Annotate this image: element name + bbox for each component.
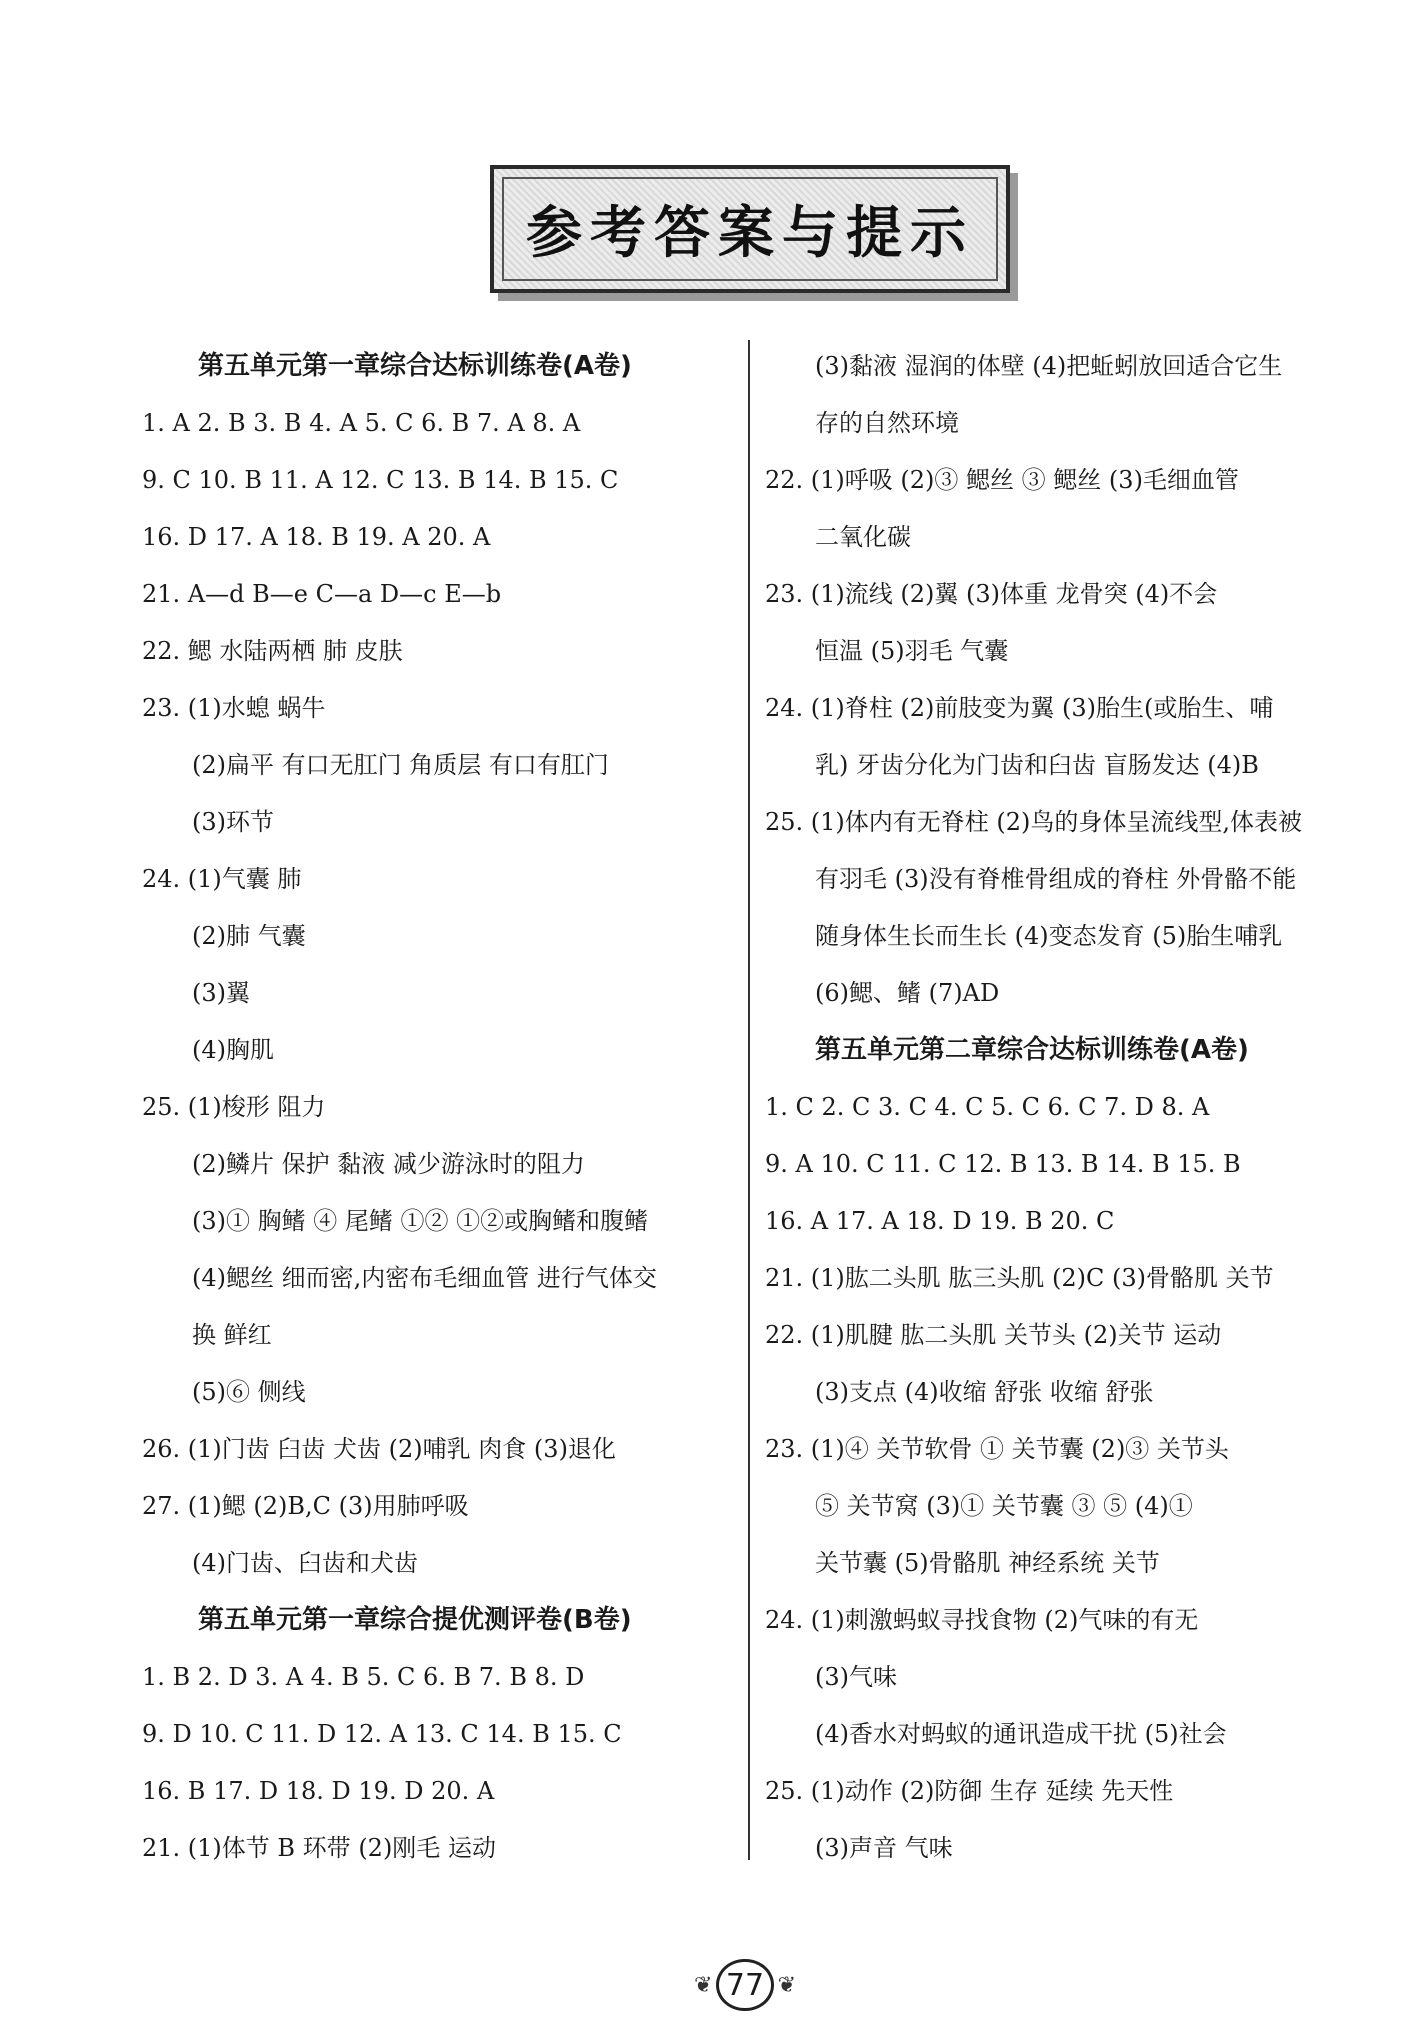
answer-line: 换 鲜红 — [192, 1321, 272, 1349]
answer-line: (4)门齿、臼齿和犬齿 — [192, 1549, 418, 1577]
answer-line: 16. D 17. A 18. B 19. A 20. A — [142, 523, 491, 551]
answer-line: 恒温 (5)羽毛 气囊 — [815, 637, 1009, 665]
left-column — [142, 338, 707, 1877]
title-inner-frame — [502, 177, 998, 281]
answer-line: 22. 鳃 水陆两栖 肺 皮肤 — [142, 637, 403, 665]
answer-line: (4)香水对蚂蚁的通讯造成干扰 (5)社会 — [815, 1720, 1227, 1748]
answer-line: 23. (1)④ 关节软骨 ① 关节囊 (2)③ 关节头 — [765, 1435, 1229, 1463]
section-heading: 第五单元第一章综合达标训练卷(A卷) — [198, 351, 632, 381]
answer-line: 二氧化碳 — [815, 523, 911, 551]
answer-line: (4)胸肌 — [192, 1036, 274, 1064]
answer-line: 9. C 10. B 11. A 12. C 13. B 14. B 15. C — [142, 466, 619, 494]
answer-line: 存的自然环境 — [815, 409, 959, 437]
answer-line: (3)① 胸鳍 ④ 尾鳍 ①② ①②或胸鳍和腹鳍 — [192, 1207, 649, 1235]
answer-line: 21. A—d B—e C—a D—c E—b — [142, 580, 502, 608]
answer-line: 21. (1)肱二头肌 肱三头肌 (2)C (3)骨骼肌 关节 — [765, 1264, 1274, 1292]
answer-line: 23. (1)流线 (2)翼 (3)体重 龙骨突 (4)不会 — [765, 580, 1218, 608]
answer-line: (4)鳃丝 细而密,内密布毛细血管 进行气体交 — [192, 1264, 657, 1292]
answer-line: 有羽毛 (3)没有脊椎骨组成的脊柱 外骨骼不能 — [815, 865, 1297, 893]
answer-line: 1. A 2. B 3. B 4. A 5. C 6. B 7. A 8. A — [142, 409, 581, 437]
answer-line: (3)黏液 湿润的体壁 (4)把蚯蚓放回适合它生 — [815, 352, 1283, 380]
answer-line: (3)翼 — [192, 979, 250, 1007]
answer-line: (2)扁平 有口无肛门 角质层 有口有肛门 — [192, 751, 609, 779]
section-heading: 第五单元第二章综合达标训练卷(A卷) — [815, 1035, 1249, 1065]
answer-line: 22. (1)肌腱 肱二头肌 关节头 (2)关节 运动 — [765, 1321, 1222, 1349]
answer-line: 25. (1)动作 (2)防御 生存 延续 先天性 — [765, 1777, 1174, 1805]
right-column — [765, 338, 1340, 1877]
answer-line: 随身体生长而生长 (4)变态发育 (5)胎生哺乳 — [815, 922, 1283, 950]
answer-line: (3)环节 — [192, 808, 274, 836]
answer-line: (5)⑥ 侧线 — [192, 1378, 306, 1406]
answer-line: 21. (1)体节 B 环带 (2)刚毛 运动 — [142, 1834, 496, 1862]
answer-line: (2)肺 气囊 — [192, 922, 306, 950]
answer-line: 16. A 17. A 18. D 19. B 20. C — [765, 1207, 1115, 1235]
answer-line: (2)鳞片 保护 黏液 减少游泳时的阻力 — [192, 1150, 585, 1178]
answer-line: (3)支点 (4)收缩 舒张 收缩 舒张 — [815, 1378, 1154, 1406]
answer-line: (6)鳃、鳍 (7)AD — [815, 979, 1000, 1007]
answer-line: 1. B 2. D 3. A 4. B 5. C 6. B 7. B 8. D — [142, 1663, 585, 1691]
answer-line: 27. (1)鳃 (2)B,C (3)用肺呼吸 — [142, 1492, 469, 1520]
column-divider — [748, 340, 750, 1860]
answer-line: 24. (1)气囊 肺 — [142, 865, 302, 893]
answer-line: 乳) 牙齿分化为门齿和臼齿 盲肠发达 (4)B — [815, 751, 1259, 779]
answer-line: 9. A 10. C 11. C 12. B 13. B 14. B 15. B — [765, 1150, 1241, 1178]
answer-line: (3)气味 — [815, 1663, 897, 1691]
answer-line: 关节囊 (5)骨骼肌 神经系统 关节 — [815, 1549, 1160, 1577]
title-banner — [490, 165, 1010, 293]
page-number: 77 — [716, 1959, 773, 2011]
answer-line: 25. (1)体内有无脊柱 (2)鸟的身体呈流线型,体表被 — [765, 808, 1303, 836]
answer-line: 23. (1)水螅 蜗牛 — [142, 694, 326, 722]
answer-line: 22. (1)呼吸 (2)③ 鳃丝 ③ 鳃丝 (3)毛细血管 — [765, 466, 1239, 494]
answer-line: 25. (1)梭形 阻力 — [142, 1093, 326, 1121]
answer-line: 24. (1)刺激蚂蚁寻找食物 (2)气味的有无 — [765, 1606, 1199, 1634]
answer-line: ⑤ 关节窝 (3)① 关节囊 ③ ⑤ (4)① — [815, 1492, 1193, 1520]
answer-line: 1. C 2. C 3. C 4. C 5. C 6. C 7. D 8. A — [765, 1093, 1210, 1121]
answer-line: 16. B 17. D 18. D 19. D 20. A — [142, 1777, 495, 1805]
answer-line: 26. (1)门齿 臼齿 犬齿 (2)哺乳 肉食 (3)退化 — [142, 1435, 616, 1463]
answer-line: 24. (1)脊柱 (2)前肢变为翼 (3)胎生(或胎生、哺 — [765, 694, 1274, 722]
ornament-right-icon: ❦ — [777, 1972, 796, 1998]
section-heading: 第五单元第一章综合提优测评卷(B卷) — [198, 1605, 632, 1635]
answer-line: 9. D 10. C 11. D 12. A 13. C 14. B 15. C — [142, 1720, 622, 1748]
answer-line: (3)声音 气味 — [815, 1834, 953, 1862]
page-title: 参考答案与提示 — [526, 201, 974, 266]
ornament-left-icon: ❦ — [694, 1972, 713, 1998]
page-number-badge — [690, 1960, 800, 2010]
